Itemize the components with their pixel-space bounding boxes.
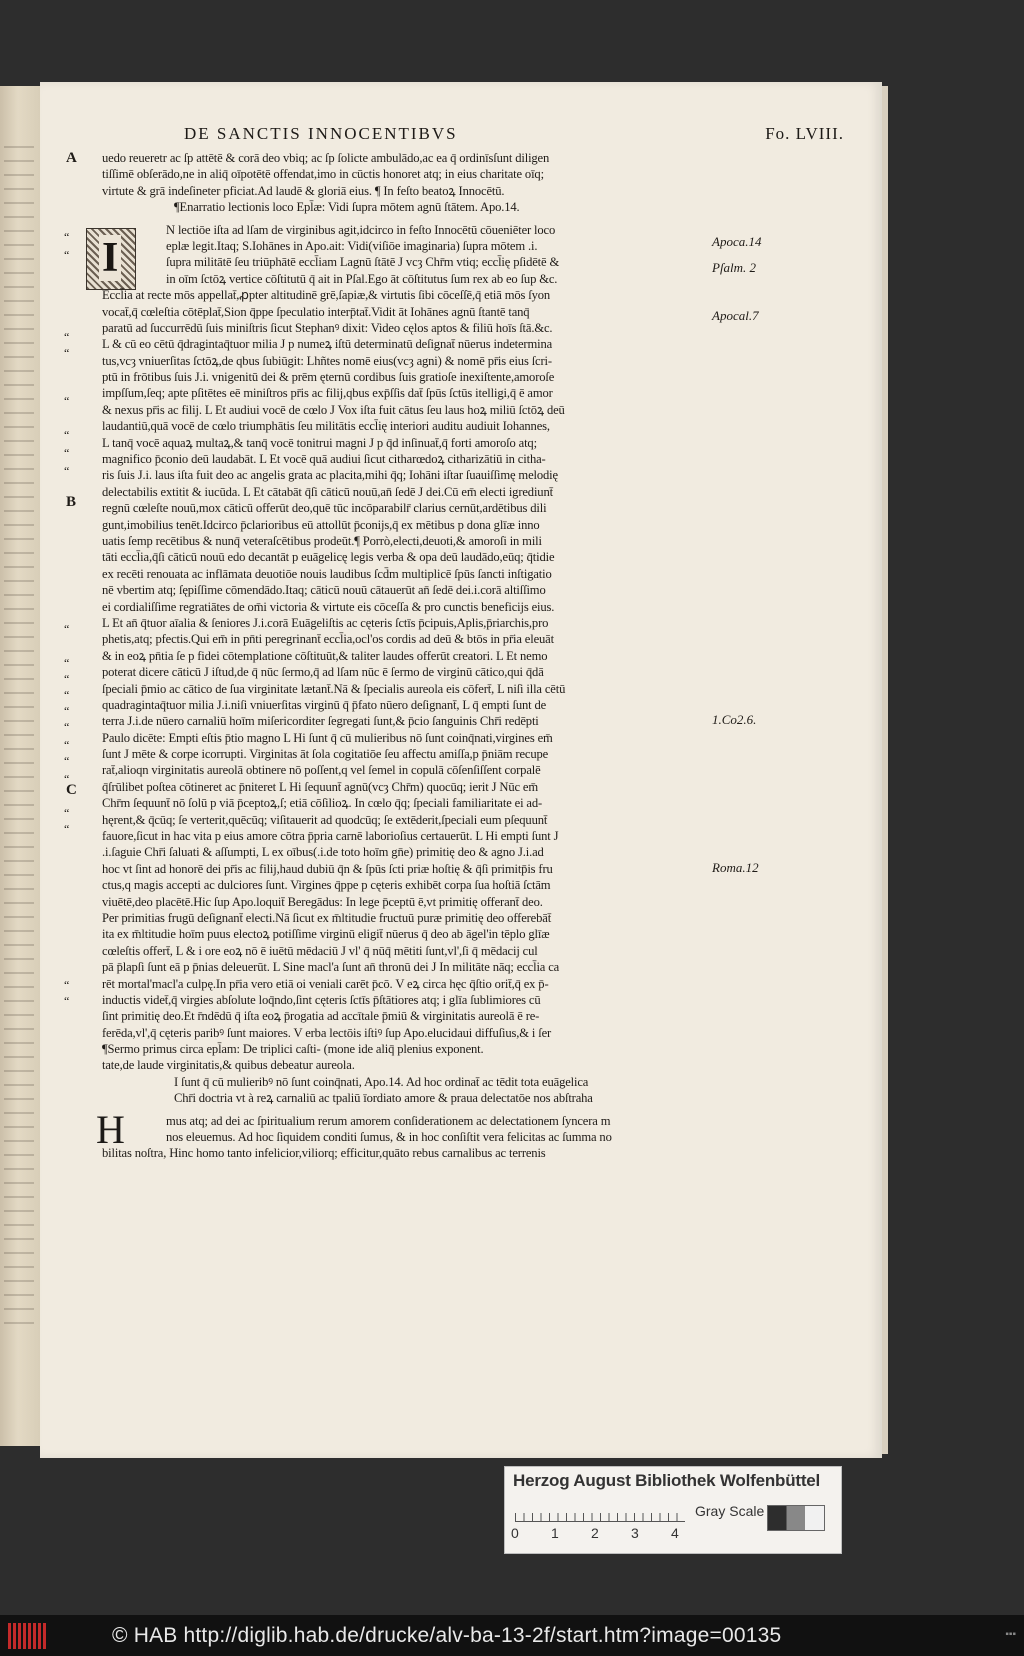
ruler-number: 2 <box>591 1525 599 1541</box>
hab-logo-icon <box>8 1623 46 1649</box>
text-line: virtute & grā indeſineter pficiat.Ad laudē & gloriā eius. ¶ In feſto beatoꝝ Innocētū. <box>102 183 505 198</box>
text-line: rēt mortal'macl'a culpę.In pr̄ia vero etiā oi veniali carēt p̄cō. V eꝝ circa hęc q̄ſtio orit̄,q̄ ex p̄- <box>102 976 549 991</box>
text-line: L tanq̄ vocē aquaꝝ multaꝝ,& tanq̄ vocē tonitrui magni J p q̄d inſinuat̄,q̄ forti amoroſo atq; <box>102 435 537 450</box>
text-line: pā p̄lapſi ſunt eā p p̄nias deleuerūt. L Sine macl'a ſunt an̄ thronū dei J In militāte nāq; eccl̄ia ca <box>102 960 560 975</box>
margin-letter-c: C <box>66 782 77 798</box>
text-line: phetis,atq; pfectis.Qui em̄ in pn̄ti peregrinant̄ eccl̄ia,ocl'os cordis ad deū & btōs in pr̄ia eleuāt <box>102 632 554 647</box>
text-line: in oīm ſctōꝝ vertice cōſtitutū q̄ ait in Pſal.Ego āt cōſtitutus ſum rex ab eo ſup &c. <box>166 271 558 286</box>
text-line: paratū ad ſuccurrēdū ſuis miniſtris ſicut Stephanꝰ dixit: Video cęlos aptos & filiū hoīs ſtā.&c. <box>102 320 553 335</box>
gray-scale-label: Gray Scale <box>695 1503 765 1519</box>
text-line: & nexus pr̄is ac filij. L Et audiui vocē de cœlo J Vox iſta fuit cātus ſeu laus hoꝝ miliū ſctōꝝ deū <box>102 402 565 417</box>
text-line: ſpeciali p̄mio ac cātico de ſua virginitate lætant̄.Nā & ſpecialis aureola eis cōfert̄, L niſi illa cētū <box>102 681 566 696</box>
library-color-card <box>504 1466 842 1554</box>
text-line: eplæ legit.Itaq; S.Iohānes in Apo.ait: Vidi(viſiōe imaginaria) ſupra mōtem .i. <box>166 238 538 253</box>
ruler-number: 4 <box>671 1525 679 1541</box>
text-line: & in eoꝝ pn̄tia ſe p fidei cōtemplatione cōſtituūt,& taliter laudes offerūt creatori. L Et nemo <box>102 648 548 663</box>
ruler-number: 1 <box>551 1525 559 1541</box>
quote-mark: “ <box>64 738 70 752</box>
side-note-roma12: Roma.12 <box>712 860 759 875</box>
ruler-number: 3 <box>631 1525 639 1541</box>
text-line: cœleſtis offert̄, L & i ore eoꝝ nō ē iuētū mēdaciū J vl' q̄ nūq̄ mētiti ſunt,vl',ſi q̄ mēdacij cul <box>102 943 538 958</box>
quote-mark: “ <box>64 346 70 360</box>
quote-mark: “ <box>64 704 70 718</box>
large-initial: H <box>96 1107 125 1152</box>
gray-scale-swatch <box>767 1505 825 1531</box>
text-line: fauore,ſicut in hac vita p eius amore cōtra p̄pria carnē laborioſius certauerūt. L Hi empti ſunt J <box>102 829 559 844</box>
ruler-number: 0 <box>511 1525 519 1541</box>
quote-mark: “ <box>64 688 70 702</box>
text-line: ſint primitię deo.Et r̄ndēdū q̄ iſta eoꝝ p̄rogatia ad accītale p̄miū & virginitatis aureolā ē re- <box>102 1009 540 1024</box>
text-line: ei cordialiſſime regratiātes de om̄i victoria & virtute eis cōceſſa & pro cunctis beneficijs eius. <box>102 599 555 614</box>
side-note-1cor6: 1.Co2.6. <box>712 712 757 727</box>
side-note-apocal7: Apocal.7 <box>712 308 759 323</box>
text-line: L & cū eo cētū q̄dragintaq̄tuor milia J p numeꝝ iſtū determinatū deſignat̄ nūerus indetermina <box>102 337 553 352</box>
quote-mark: “ <box>64 248 70 262</box>
text-line: tus,vcȝ vniuerſitas ſctōꝝ,de qbus ſubiūgit: Lhñtes nomē eius(vcȝ agni) & nomē pr̄is eius ſcri- <box>102 353 552 368</box>
text-line: ex recēti renouata ac inflāmata deuotiōe nouis laudibus ſcd̄m multiplicē ſpūs ſancti inſtigatio <box>102 566 552 581</box>
text-line: Eccl̄ia at recte mōs appellat̄,ꝓpter altitudinē grē,ſapiæ,& virtutis ſibi cōceſſē,q̄ etiā mōs ſyon <box>102 288 551 303</box>
text-line: ſunt J mēte & corpe icorrupti. Virginitas āt ſola cogitatiōe ſeu affectu amiſſa,p p̄niām recupe <box>102 747 549 762</box>
margin-letter-b: B <box>66 494 77 510</box>
folio-number: Fo. LVIII. <box>765 124 844 143</box>
text-line: tāti eccl̄ia,q̄ſi cāticū nouū edo decantāt p euāgelicę legis verba & opa deū laudādo,eūq; q̄tidie <box>102 550 555 565</box>
text-line: viuētē,deo placētē.Hic ſup Apo.loquit̄ Beregādus: In lege p̄ceptū ē,vt primitię offerant̄ deo. <box>102 894 543 909</box>
text-line: inductis videt̄,q̄ virgies abſolute loq̄ndo,ſint cęteris ſctīs p̄ſtātiores atq; i glīa ſublimiores cū <box>102 992 541 1007</box>
text-line: tate,de laude virginitatis,& quibus debeatur aureola. <box>102 1058 355 1073</box>
quote-mark: “ <box>64 994 70 1008</box>
quote-mark: “ <box>64 656 70 670</box>
text-line: quadragintaq̄tuor milia J.i.niſi vniuerſitas virginū q̄ p̄fato nūero deſignant̄, L q̄ empti ſunt de <box>102 697 547 712</box>
text-line: vocat̄,q̄ cœleſtia cōtēplat̄,Sion q̄ppe ſpeculatio interp̄tat̄.Vidit āt Iohānes agnū ſtantē tanq̄ <box>102 304 530 319</box>
text-line: laudantiū,quā vocē de cœlo triumphātis ſeu militātis eccl̄ię interiori auditu audiuit Iohannes, <box>102 419 550 434</box>
body-text <box>102 150 758 1162</box>
text-line: nē vbertim atq; ſępiſſime cōmendādo.Itaq; cāticū nouū cātauerūt an̄ ſedē dei.i.corā altiſſimo <box>102 583 546 598</box>
quote-mark: “ <box>64 772 70 786</box>
text-line: ptū in frōtibus ſuis J.i. vnigenitū dei & prēm ęternū cordibus ſuis gratioſe inexiſtente,amoroſe <box>102 370 555 385</box>
side-note-psalm2: Pſalm. 2 <box>712 260 757 275</box>
margin-letter-a: A <box>66 150 77 166</box>
text-line: Chr̄i doctria vt à reꝝ carnaliū ac tpaliū īordiato amore & praua delectatōe nos abſtraha <box>174 1091 593 1106</box>
text-line: ris ſuis J.i. laus iſta fuit deo ac angelis grata ac placita,mihi q̄q; Iohāni iſtar ſuauiſſimę melodię <box>102 468 558 483</box>
quote-mark: “ <box>64 622 70 636</box>
quote-mark: “ <box>64 672 70 686</box>
ruler-scale <box>515 1499 685 1522</box>
quote-mark: “ <box>64 806 70 820</box>
text-line: N lectiōe iſta ad lſam de virginibus agit,idcirco in feſto Innocētū cōueniēter loco <box>166 222 556 237</box>
text-line: I ſunt q̄ cū mulieribꝰ nō ſunt coinq̄nati, Apo.14. Ad hoc ordinat̄ ac tēdit tota euāgelica <box>174 1074 589 1089</box>
text-line: hoc vt ſint ad honorē dei pr̄is ac filij,haud dubiū q̄n & ſpūs ſcti priæ hoſtię & q̄ſi primitp̄is fru <box>102 861 553 876</box>
document-page <box>40 82 882 1458</box>
left-page-edge <box>0 86 40 1446</box>
text-line: bilitas noſtra, Hinc homo tanto infelicior,viliorq; efficitur,quāto rebus carnalibus ac terrenis <box>102 1146 546 1161</box>
quote-mark: “ <box>64 978 70 992</box>
text-line: hęrent,& q̄cūq; ſe verterit,quēcūq; viſitauerit ad quodcūq; ſe extēderit,ſpeciali eum pſequunt̄ <box>102 812 548 827</box>
text-line: mus atq; ad dei ac ſpiritualium rerum amorem conſiderationem ac delectationem ſyncera m <box>166 1113 611 1128</box>
text-line: ¶Sermo primus circa epl̄am: De triplici caſti- (mone ide aliq̄ plenius exponent. <box>102 1042 484 1057</box>
text-line: Per primitias frugū deſignant̄ electi.Nā ſicut ex m̄ltitudie fructuū puræ primitię deo offerebāt̄ <box>102 910 552 925</box>
quote-mark: “ <box>64 230 70 244</box>
text-line: ctus,q magis accepti ac dulciores ſunt. Virgines q̄ppe p cęteris exhibēt corpa ſua hoſtiā ſctām <box>102 878 551 893</box>
quote-mark: “ <box>64 822 70 836</box>
side-note-apoca14: Apoca.14 <box>712 234 762 249</box>
text-line: ſupra militātē ſeu triūphātē eccl̄iam Lagnū ſtātē J vcȝ Chr̄m vtiq; eccl̄ię pſidētē & <box>166 255 560 270</box>
library-name: Herzog August Bibliothek Wolfenbüttel <box>513 1471 821 1490</box>
viewer-footer <box>0 1615 1024 1656</box>
text-line: nos eleuemus. Ad hoc ſiquidem conditi ſumus, & in hoc conſiſtit vera felicitas ac ſumma no <box>166 1130 612 1145</box>
quote-mark: “ <box>64 330 70 344</box>
text-line: regnū cœleſte nouū,mox cāticū offerūt deo,quē tūc incōparabilr̄ clarius cernūt,ardētibus dili <box>102 501 547 516</box>
text-line: q̄ſrūlibet poſtea cōtineret ac p̄niteret L Hi ſequunt̄ agnū(vcȝ Chr̄m) quocūq; ierit J Nūc em̄ <box>102 779 538 794</box>
quote-mark: “ <box>64 464 70 478</box>
text-line: ita ex m̄ltitudie hoīm puus electoꝝ potiſſime virginū eligit̄ nūerus q̄ deo ab āgel'in tēplo glīæ <box>102 927 550 942</box>
text-line: uatis ſemp recētibus & nunq̄ veteraſcētibus prodeūt.¶ Porrò,electi,deuoti,& amoroſi in mili <box>102 533 542 548</box>
text-line: ferēda,vl',q̄ cęteris paribꝰ ſunt maiores. V erba lectōis iſtiꝰ ſup Apo.elucidaui diffuſius,& i ſer <box>102 1025 552 1040</box>
footer-dots-icon: ▪▪▪ <box>1005 1629 1016 1640</box>
drop-initial: I <box>99 235 121 281</box>
text-line: ¶Enarratio lectionis loco Epl̄æ: Vidi ſupra mōtem agnū ſtātem. Apo.14. <box>174 200 520 215</box>
quote-mark: “ <box>64 394 70 408</box>
text-line: rat̄,alioqn virginitatis aureolā obtinere nō poſſent,q vel ſemel in copulā cōſenſiſſent corpalē <box>102 763 541 778</box>
text-line: impſſum,ſeq; apte pſitētes eē miniſtros pr̄is ac filij,qbus exp̄ſſis dat̄ ſpūs ſctūs itelligi,q̄ ē amor <box>102 386 553 401</box>
text-line: uedo reueretr ac ſp attētē & corā deo vbiq; ac ſp ſolicte ambulādo,ac ea q̄ ordinīsſunt diligen <box>102 151 550 165</box>
text-line: poterat dicere cāticū J iſtud,de q̄ nūc ſermo,q̄ ad lſam nūc ē ſermo de virginū cātico,qui q̄dā <box>102 665 544 680</box>
text-line: terra J.i.de nūero carnaliū hoīm miſericorditer ſegregati ſunt,& p̄cio ſanguinis Chr̄i redēpti <box>102 714 539 729</box>
footer-url-text[interactable]: © HAB http://diglib.hab.de/drucke/alv-ba-13-2f/start.htm?image=00135 <box>112 1624 782 1647</box>
page-title: DE SANCTIS INNOCENTIBVS <box>184 124 458 143</box>
quote-mark: “ <box>64 720 70 734</box>
text-line: Paulo dicēte: Empti eſtis p̄tio magno L Hi ſunt q̄ cū mulieribus nō ſunt coinq̄nati,virgines em̄ <box>102 730 553 745</box>
text-line: gunt,imobilius tenēt.Idcirco p̄clarioribus eū attollūt p̄conijs,q̄ ex mētibus p dona glīæ inno <box>102 517 540 532</box>
text-line: magnifico p̄conio deū laudabāt. L Et vocē quā audiui ſicut citharœdoꝝ citharizātiū in citha- <box>102 452 546 467</box>
text-line: delectabilis extitit & iucūda. L Et cātabāt q̄ſi cāticū nouū,an̄ ſedē J dei.Cū em̄ electi igrediunt̄ <box>102 484 553 499</box>
running-header <box>184 124 844 150</box>
text-line: .i.ſaguie Chr̄i ſaluati & aſſumpti, L ex oībus(.i.de toto hoīm gn̄e) primitię deo & agno J.i.ad <box>102 845 544 860</box>
text-line: L Et an̄ q̄tuor aīalia & ſeniores J.i.corā Euāgeliſtis ac cęteris ſctīs p̄cipuis,Aplis,p̄riarchis,pro <box>102 615 549 630</box>
text-line: Chr̄m ſequunt̄ nō ſolū p viā p̄ceptoꝝ,ſ; etiā cōſilioꝝ. In cœlo q̄q; ſpeciali familiaritate ei ad- <box>102 796 543 811</box>
quote-mark: “ <box>64 428 70 442</box>
quote-mark: “ <box>64 754 70 768</box>
quote-mark: “ <box>64 446 70 460</box>
text-line: tiſſimē obſerādo,ne in aliq̄ oīpotētē offendat,imo in cūctis honoret atq; in eius charitate oīq; <box>102 167 544 182</box>
